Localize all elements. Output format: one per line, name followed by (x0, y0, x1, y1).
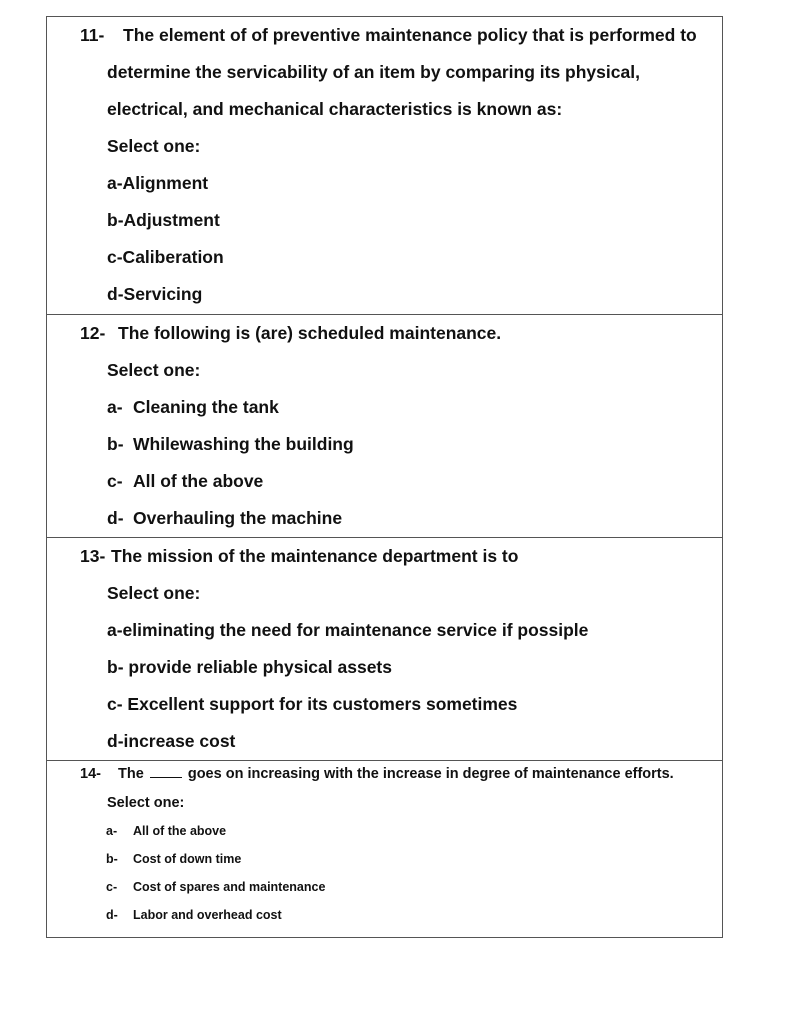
question-number: 11- (80, 25, 105, 45)
quiz-table (46, 16, 723, 938)
option-text: Overhauling the machine (133, 508, 343, 528)
question-11 (47, 17, 722, 315)
question-text-line: The following is (are) scheduled maintenance. (118, 323, 502, 343)
question-number: 13- (80, 546, 106, 566)
question-number: 14- (80, 766, 101, 782)
option-letter: d- (106, 908, 118, 922)
option-letter: c- (107, 471, 123, 491)
option-text: Whilewashing the building (133, 434, 354, 454)
answer-option-b[interactable] (47, 845, 722, 873)
option-text: Labor and overhead cost (133, 908, 282, 922)
question-text-before-blank: The (118, 766, 144, 782)
answer-option-b[interactable]: b-Adjustment (107, 210, 220, 230)
option-letter: c- (106, 880, 118, 894)
answer-option-c[interactable]: c-Caliberation (107, 247, 224, 267)
question-text-line: The mission of the maintenance department is to (111, 546, 519, 566)
question-13 (47, 538, 722, 761)
option-text: All of the above (133, 824, 227, 838)
option-text: Cost of spares and maintenance (133, 880, 326, 894)
question-12 (47, 315, 722, 538)
answer-option-c[interactable] (47, 463, 722, 500)
question-text-after-blank: goes on increasing with the increase in degree of maintenance efforts. (187, 766, 674, 782)
option-text: Cleaning the tank (133, 397, 279, 417)
option-text: All of the above (133, 471, 264, 491)
question-text-line: determine the servicability of an item by comparing its physical, (107, 62, 640, 82)
option-letter: a- (106, 824, 118, 838)
answer-option-d[interactable] (47, 500, 722, 537)
select-one-label: Select one: (107, 583, 201, 603)
question-14 (47, 761, 722, 937)
question-text-line: electrical, and mechanical characteristics is known as: (107, 99, 563, 119)
answer-option-c[interactable]: c- Excellent support for its customers sometimes (107, 694, 518, 714)
answer-option-a[interactable] (47, 817, 722, 845)
option-letter: b- (107, 434, 124, 454)
question-text-line (118, 761, 674, 787)
option-text: Cost of down time (133, 852, 242, 866)
answer-option-d[interactable]: d-Servicing (107, 284, 203, 304)
question-number: 12- (80, 323, 106, 343)
answer-option-b[interactable]: b- provide reliable physical assets (107, 657, 392, 677)
option-letter: b- (106, 852, 118, 866)
fill-in-blank (150, 766, 182, 778)
answer-option-a[interactable]: a-eliminating the need for maintenance service if possiple (107, 620, 589, 640)
option-letter: d- (107, 508, 124, 528)
question-text-line: The element of of preventive maintenance policy that is performed to (123, 25, 697, 45)
answer-option-a[interactable]: a-Alignment (107, 173, 209, 193)
answer-option-b[interactable] (47, 426, 722, 463)
select-one-label: Select one: (107, 795, 185, 811)
answer-option-c[interactable] (47, 873, 722, 901)
answer-option-a[interactable] (47, 389, 722, 426)
select-one-label: Select one: (107, 136, 201, 156)
select-one-label: Select one: (107, 360, 201, 380)
option-letter: a- (107, 397, 123, 417)
answer-option-d[interactable]: d-increase cost (107, 731, 236, 751)
answer-option-d[interactable] (47, 901, 722, 929)
